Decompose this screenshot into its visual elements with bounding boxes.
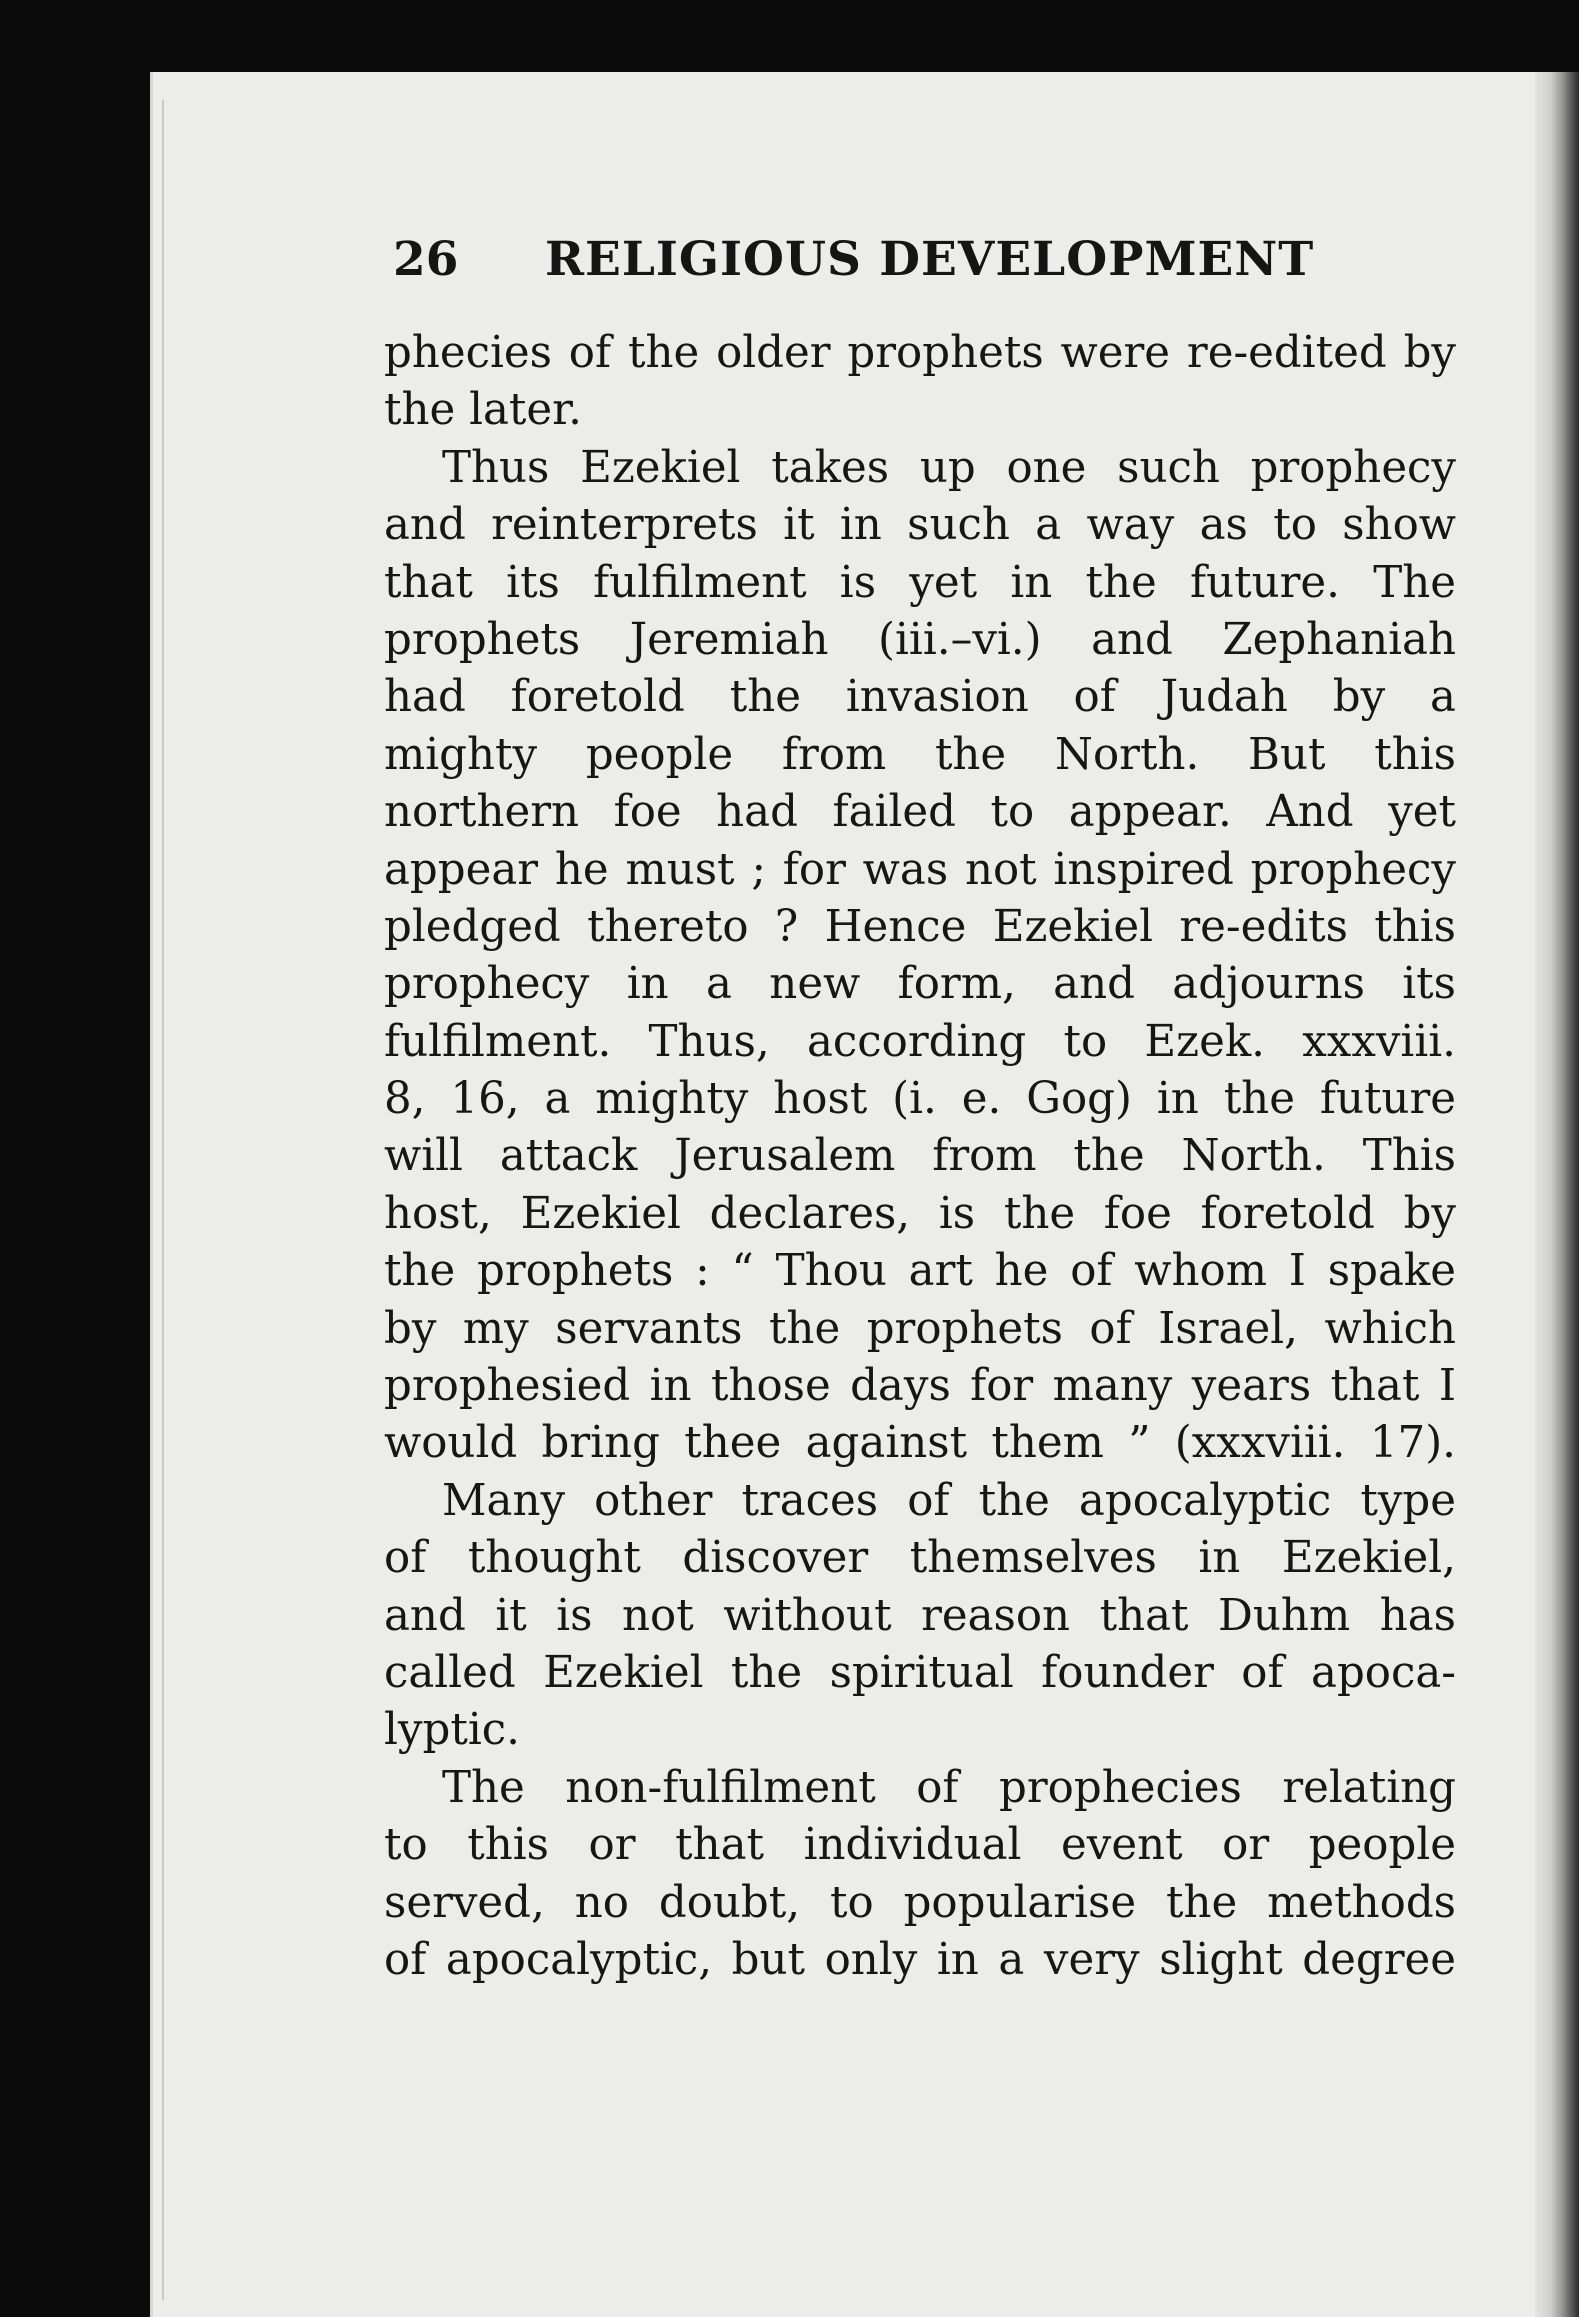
text-line: 8, 16, a mighty host (i. e. Gog) in the future (384, 1074, 1456, 1125)
text-line: mighty people from the North. But this (384, 729, 1456, 780)
text-line: of thought discover themselves in Ezekiel, (384, 1533, 1456, 1584)
body-text (384, 325, 1456, 1989)
text-line: appear he must ; for was not inspired prophecy (384, 844, 1456, 895)
text-line: of apocalyptic, but only in a very slight degree (384, 1934, 1456, 1985)
text-line: fulfilment. Thus, according to Ezek. xxxviii. (384, 1016, 1456, 1067)
text-line: pledged thereto ? Hence Ezekiel re-edits this (384, 901, 1456, 952)
text-line: Many other traces of the apocalyptic type (442, 1475, 1456, 1526)
text-line: had foretold the invasion of Judah by a (384, 672, 1456, 723)
text-line: the later. (384, 385, 582, 436)
text-line: would bring thee against them ” (xxxviii. 17). (384, 1418, 1456, 1469)
text-line: will attack Jerusalem from the North. This (384, 1131, 1456, 1182)
page-number: 26 (393, 232, 459, 287)
text-line: lyptic. (384, 1705, 520, 1756)
running-title: RELIGIOUS DEVELOPMENT (545, 232, 1315, 287)
text-line: northern foe had failed to appear. And yet (384, 787, 1456, 838)
text-line: prophecy in a new form, and adjourns its (384, 959, 1456, 1010)
text-line: and reinterprets it in such a way as to show (384, 500, 1456, 551)
text-line: prophesied in those days for many years that I (384, 1361, 1456, 1412)
text-line: that its fulfilment is yet in the future. The (384, 557, 1456, 608)
text-line: to this or that individual event or people (384, 1820, 1456, 1871)
page-header (393, 232, 1463, 292)
text-line: called Ezekiel the spiritual founder of apoca- (384, 1647, 1456, 1698)
text-line: host, Ezekiel declares, is the foe foretold by (384, 1188, 1456, 1239)
text-line: served, no doubt, to popularise the methods (384, 1877, 1456, 1928)
text-line: by my servants the prophets of Israel, which (384, 1303, 1456, 1354)
text-line: Thus Ezekiel takes up one such prophecy (442, 442, 1456, 493)
text-line: The non-fulfilment of prophecies relating (442, 1762, 1456, 1813)
page-edge-shadow (162, 100, 164, 2300)
text-line: and it is not without reason that Duhm has (384, 1590, 1456, 1641)
text-line: prophets Jeremiah (iii.–vi.) and Zephaniah (384, 614, 1456, 665)
text-line: the prophets : “ Thou art he of whom I spake (384, 1246, 1456, 1297)
text-line: phecies of the older prophets were re-edited by (384, 328, 1456, 378)
page-gutter-edge (1535, 72, 1579, 2317)
